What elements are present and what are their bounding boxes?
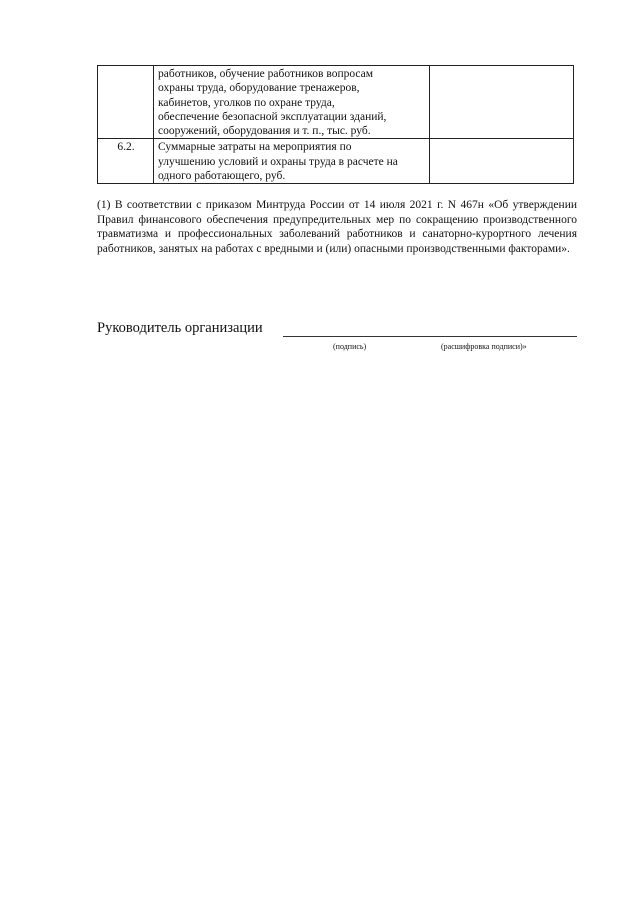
row-number-cell [98, 66, 154, 139]
description-line: работников, обучение работников вопросам [158, 68, 374, 80]
description-line: Суммарные затраты на мероприятия по [158, 141, 352, 154]
description-line: улучшению условий и охраны труда в расчете на [158, 155, 398, 168]
row-value-cell [430, 66, 574, 139]
description-line: сооружений, оборудования и т. п., тыс. руб. [158, 125, 371, 138]
table-row [98, 139, 574, 184]
signature-line [283, 336, 577, 337]
signature-block [97, 320, 577, 360]
description-line: кабинетов, уголков по охране труда, [158, 96, 335, 109]
row-value-cell [430, 139, 574, 184]
row-number-cell: 6.2. [98, 139, 154, 184]
decoding-caption: (расшифровка подписи)» [441, 342, 527, 351]
description-line: одного работающего, руб. [158, 170, 286, 183]
footnote: (1) В соответствии с приказом Минтруда России от 14 июля 2021 г. N 467н «Об утверждении Правил финансового обеспечения предупредительных мер по сокращению производственного травматизма и профессиональных заболеваний работников и санаторно-курортного лечения работников, занятых на работах с вредными и (или) опасными производственными факторами». [97, 199, 577, 255]
row-description-cell [154, 139, 430, 184]
signature-caption: (подпись) [333, 342, 367, 351]
description-line: охраны труда, оборудование тренажеров, [158, 82, 360, 95]
expenses-table [97, 65, 574, 184]
table-row [98, 66, 574, 139]
row-description-cell [154, 66, 430, 139]
signature-title: Руководитель организации [97, 320, 263, 336]
description-line: обеспечение безопасной эксплуатации зданий, [158, 110, 387, 123]
